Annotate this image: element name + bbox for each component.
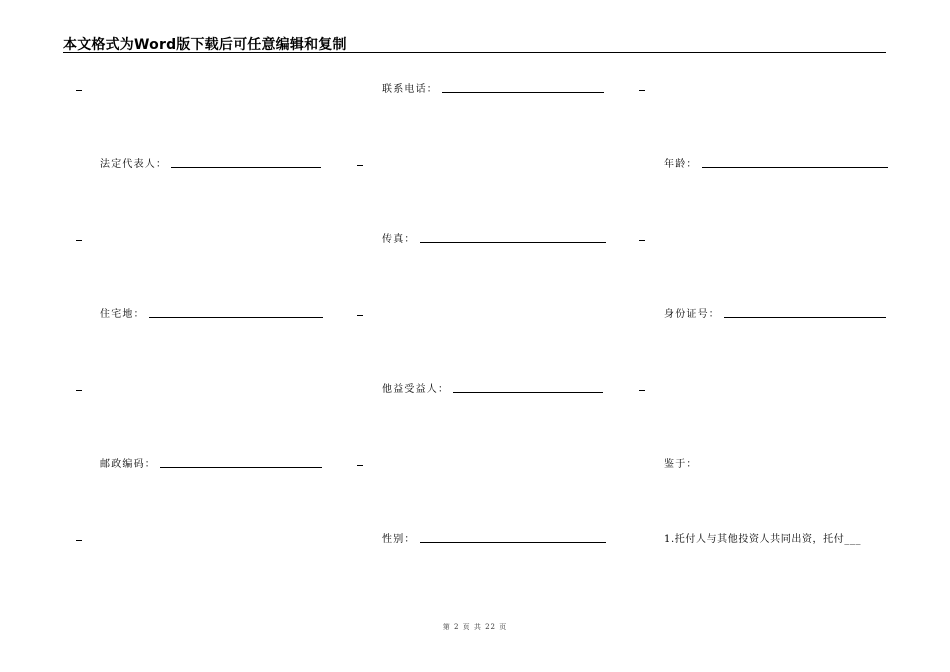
age-blank-line[interactable] [702,167,888,168]
residence-field [100,305,323,320]
id-number-field [664,305,886,320]
legal-representative-field [100,155,321,170]
gender-label: 性别： [382,534,416,545]
beneficiary-field [382,380,603,395]
clause-1-text: 1.托付人与其他投资人共同出资，托付___ [664,534,862,545]
dash-mark [76,390,82,391]
fax-blank-line[interactable] [420,242,606,243]
phone-blank-line[interactable] [442,92,604,93]
dash-mark [76,240,82,241]
dash-mark [639,90,645,91]
phone-label: 联系电话： [382,84,438,95]
postcode-label: 邮政编码： [100,459,156,470]
legal-representative-blank-line[interactable] [171,167,321,168]
gender-field [382,530,606,545]
beneficiary-label: 他益受益人： [382,384,450,395]
postcode-blank-line[interactable] [160,467,322,468]
fax-field [382,230,606,245]
residence-blank-line[interactable] [149,317,323,318]
dash-mark [639,240,645,241]
page-number-footer: 第 2 页 共 22 页 [442,623,508,631]
id-number-label: 身份证号： [664,309,720,320]
whereas-heading: 鉴于： [664,459,698,470]
document-header-title: 本文格式为Word版下载后可任意编辑和复制 [63,37,347,53]
legal-representative-label: 法定代表人： [100,159,168,170]
beneficiary-blank-line[interactable] [453,392,603,393]
dash-mark [357,165,363,166]
dash-mark [76,90,82,91]
phone-field [382,80,604,95]
age-label: 年龄： [664,159,698,170]
dash-mark [357,465,363,466]
dash-mark [357,315,363,316]
residence-label: 住宅地： [100,309,145,320]
gender-blank-line[interactable] [420,542,606,543]
age-field [664,155,888,170]
header-divider [63,52,886,53]
postcode-field [100,455,322,470]
id-number-blank-line[interactable] [724,317,886,318]
dash-mark [76,540,82,541]
fax-label: 传真： [382,234,416,245]
dash-mark [639,390,645,391]
